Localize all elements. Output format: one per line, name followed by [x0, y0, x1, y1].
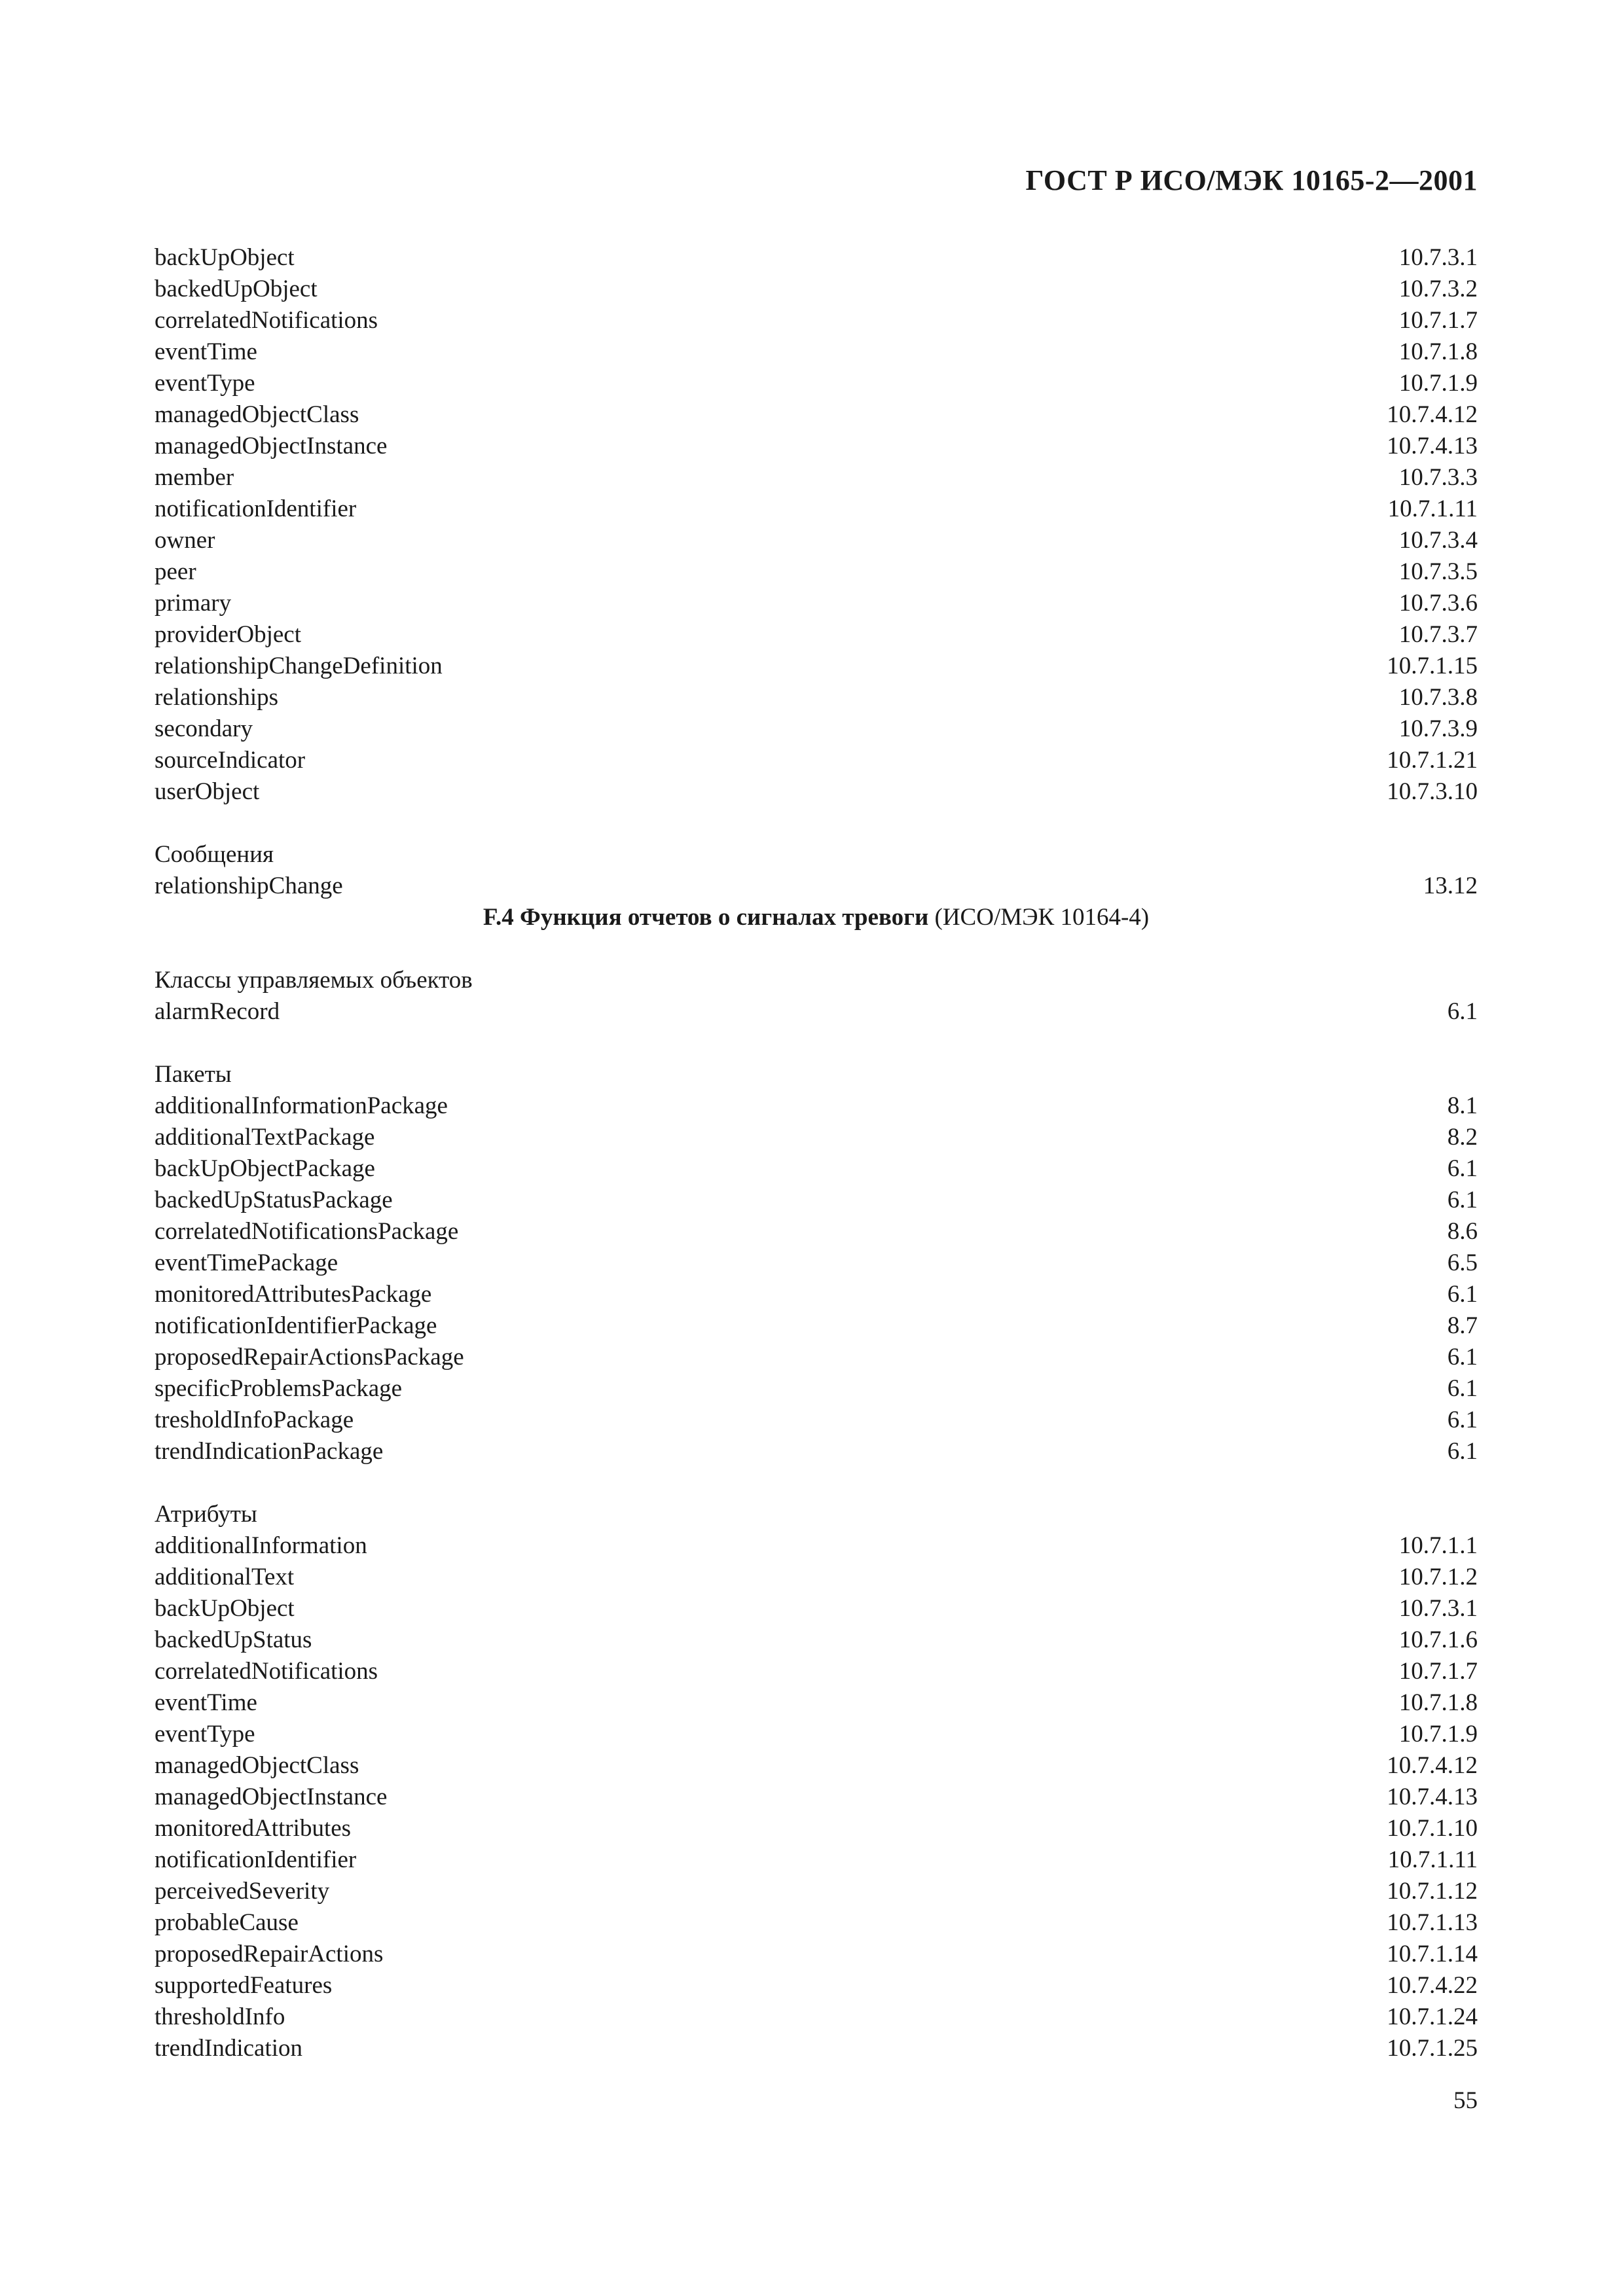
- entry-name: managedObjectClass: [155, 401, 359, 428]
- entry-reference: 10.7.3.8: [1398, 684, 1478, 711]
- entry-reference: 6.1: [1447, 1187, 1478, 1213]
- index-entry: [155, 1876, 1478, 1907]
- index-entry: [155, 682, 1478, 713]
- entry-reference: 13.12: [1423, 872, 1478, 899]
- entry-name: managedObjectClass: [155, 1752, 359, 1779]
- packages-heading: Пакеты: [155, 1061, 232, 1088]
- index-entry: [155, 1090, 1478, 1122]
- entry-name: correlatedNotificationsPackage: [155, 1218, 459, 1245]
- entry-reference: 10.7.1.9: [1398, 1721, 1478, 1748]
- index-entry: [155, 1907, 1478, 1939]
- index-entry: [155, 493, 1478, 525]
- index-entry: [155, 1687, 1478, 1719]
- entry-reference: 10.7.3.9: [1398, 715, 1478, 742]
- entry-reference: 10.7.1.13: [1387, 1909, 1478, 1936]
- index-entry: [155, 1624, 1478, 1656]
- entry-reference: 8.6: [1447, 1218, 1478, 1245]
- index-entry: [155, 336, 1478, 368]
- classes-list: [155, 996, 1478, 1028]
- index-entry: [155, 2001, 1478, 2033]
- entry-name: relationships: [155, 684, 279, 711]
- section-f4-title-normal: (ИСО/МЭК 10164-4): [928, 904, 1150, 931]
- entry-reference: 8.7: [1447, 1312, 1478, 1339]
- entry-name: notificationIdentifierPackage: [155, 1312, 437, 1339]
- entry-name: backedUpStatusPackage: [155, 1187, 393, 1213]
- entry-reference: 10.7.3.3: [1398, 464, 1478, 491]
- entry-name: secondary: [155, 715, 253, 742]
- index-entry: [155, 1593, 1478, 1624]
- entry-name: backUpObjectPackage: [155, 1155, 375, 1182]
- entry-name: backUpObject: [155, 1595, 295, 1622]
- entry-reference: 6.5: [1447, 1249, 1478, 1276]
- entry-name: sourceIndicator: [155, 747, 306, 774]
- entry-name: tresholdInfoPackage: [155, 1407, 354, 1433]
- entry-name: relationshipChange: [155, 872, 343, 899]
- page-number: 55: [1453, 2087, 1478, 2114]
- entry-name: monitoredAttributesPackage: [155, 1281, 432, 1308]
- entry-reference: 6.1: [1447, 998, 1478, 1025]
- index-entry: [155, 462, 1478, 493]
- spacer: [155, 933, 1478, 965]
- index-entry: [155, 1122, 1478, 1153]
- entry-reference: 8.1: [1447, 1092, 1478, 1119]
- entry-reference: 10.7.4.13: [1387, 1784, 1478, 1810]
- index-entry: [155, 1939, 1478, 1970]
- entry-name: notificationIdentifier: [155, 1846, 357, 1873]
- entry-name: supportedFeatures: [155, 1972, 333, 1999]
- entry-reference: 10.7.1.7: [1398, 307, 1478, 334]
- entry-reference: 10.7.3.1: [1398, 244, 1478, 271]
- entry-name: managedObjectInstance: [155, 433, 388, 459]
- entry-reference: 10.7.1.6: [1398, 1626, 1478, 1653]
- index-entry: [155, 776, 1478, 808]
- entry-reference: 10.7.1.12: [1387, 1878, 1478, 1905]
- index-entry: [155, 1719, 1478, 1750]
- entry-name: correlatedNotifications: [155, 1658, 378, 1685]
- index-entry: [155, 619, 1478, 651]
- entry-reference: 10.7.3.5: [1398, 558, 1478, 585]
- entry-name: eventTime: [155, 338, 257, 365]
- index-entry: [155, 274, 1478, 305]
- entry-name: alarmRecord: [155, 998, 280, 1025]
- index-entry: [155, 1813, 1478, 1844]
- index-entry: [155, 745, 1478, 776]
- entry-reference: 10.7.3.6: [1398, 590, 1478, 617]
- entry-name: additionalInformationPackage: [155, 1092, 448, 1119]
- packages-list: [155, 1090, 1478, 1467]
- entry-name: eventTime: [155, 1689, 257, 1716]
- entry-reference: 10.7.1.11: [1387, 495, 1478, 522]
- entry-name: additionalInformation: [155, 1532, 367, 1559]
- spacer: [155, 1028, 1478, 1059]
- entry-name: additionalText: [155, 1564, 295, 1590]
- attributes-heading: Атрибуты: [155, 1501, 257, 1528]
- entry-name: probableCause: [155, 1909, 299, 1936]
- index-entry: [155, 651, 1478, 682]
- entry-name: member: [155, 464, 234, 491]
- index-entry: [155, 996, 1478, 1028]
- entry-name: perceivedSeverity: [155, 1878, 330, 1905]
- entry-name: monitoredAttributes: [155, 1815, 352, 1842]
- index-entry: [155, 1373, 1478, 1405]
- entry-reference: 10.7.1.7: [1398, 1658, 1478, 1685]
- entry-name: owner: [155, 527, 215, 554]
- entry-reference: 10.7.1.2: [1398, 1564, 1478, 1590]
- section-f4-title-bold: F.4 Функция отчетов о сигналах тревоги: [483, 904, 929, 931]
- index-entry: [155, 1342, 1478, 1373]
- entry-name: backedUpObject: [155, 276, 318, 302]
- entry-reference: 10.7.1.1: [1398, 1532, 1478, 1559]
- entry-name: notificationIdentifier: [155, 495, 357, 522]
- entry-name: relationshipChangeDefinition: [155, 653, 443, 679]
- section-f4-title: [155, 902, 1478, 933]
- entry-name: backedUpStatus: [155, 1626, 312, 1653]
- entry-name: backUpObject: [155, 244, 295, 271]
- entry-reference: 10.7.1.24: [1387, 2003, 1478, 2030]
- entry-reference: 10.7.1.9: [1398, 370, 1478, 397]
- index-entry: [155, 1436, 1478, 1467]
- entry-name: proposedRepairActions: [155, 1941, 384, 1967]
- index-entry: [155, 1185, 1478, 1216]
- messages-heading: Сообщения: [155, 841, 274, 868]
- index-entry: [155, 1279, 1478, 1310]
- index-entry: [155, 1405, 1478, 1436]
- entry-reference: 10.7.3.4: [1398, 527, 1478, 554]
- index-entry: [155, 1247, 1478, 1279]
- index-entry: [155, 713, 1478, 745]
- entry-name: correlatedNotifications: [155, 307, 378, 334]
- index-entry: [155, 1310, 1478, 1342]
- entry-reference: 10.7.4.12: [1387, 1752, 1478, 1779]
- entry-reference: 10.7.1.14: [1387, 1941, 1478, 1967]
- entry-reference: 10.7.4.12: [1387, 401, 1478, 428]
- entry-reference: 10.7.1.8: [1398, 338, 1478, 365]
- entry-reference: 10.7.4.13: [1387, 433, 1478, 459]
- index-entry: [155, 556, 1478, 588]
- entry-name: additionalTextPackage: [155, 1124, 375, 1151]
- entry-reference: 8.2: [1447, 1124, 1478, 1151]
- index-entry: [155, 525, 1478, 556]
- entry-name: eventTimePackage: [155, 1249, 338, 1276]
- entry-reference: 10.7.1.15: [1387, 653, 1478, 679]
- entry-name: specificProblemsPackage: [155, 1375, 403, 1402]
- index-entry: [155, 2033, 1478, 2064]
- entry-name: trendIndicationPackage: [155, 1438, 384, 1465]
- entry-reference: 10.7.3.1: [1398, 1595, 1478, 1622]
- entry-reference: 10.7.1.8: [1398, 1689, 1478, 1716]
- index-entry: [155, 1562, 1478, 1593]
- entry-reference: 10.7.1.11: [1387, 1846, 1478, 1873]
- index-entry: [155, 1782, 1478, 1813]
- entry-name: trendIndication: [155, 2035, 303, 2062]
- entry-reference: 10.7.3.7: [1398, 621, 1478, 648]
- entry-reference: 6.1: [1447, 1438, 1478, 1465]
- index-entry: [155, 1216, 1478, 1247]
- index-entry: [155, 431, 1478, 462]
- entry-name: userObject: [155, 778, 260, 805]
- entry-reference: 6.1: [1447, 1375, 1478, 1402]
- entry-name: eventType: [155, 370, 255, 397]
- entry-reference: 6.1: [1447, 1155, 1478, 1182]
- entry-name: peer: [155, 558, 196, 585]
- spacer: [155, 1467, 1478, 1499]
- entry-reference: 6.1: [1447, 1344, 1478, 1371]
- index-entry: [155, 588, 1478, 619]
- index-content: [155, 242, 1478, 2064]
- index-entry: [155, 242, 1478, 274]
- index-entry: [155, 1844, 1478, 1876]
- entry-reference: 10.7.3.10: [1387, 778, 1478, 805]
- entry-reference: 10.7.3.2: [1398, 276, 1478, 302]
- sec1-list: [155, 242, 1478, 808]
- spacer: [155, 808, 1478, 839]
- index-entry: [155, 368, 1478, 399]
- index-entry: [155, 399, 1478, 431]
- index-entry: [155, 305, 1478, 336]
- entry-name: managedObjectInstance: [155, 1784, 388, 1810]
- entry-name: eventType: [155, 1721, 255, 1748]
- entry-reference: 10.7.1.21: [1387, 747, 1478, 774]
- index-entry: [155, 1750, 1478, 1782]
- entry-name: providerObject: [155, 621, 301, 648]
- entry-reference: 6.1: [1447, 1281, 1478, 1308]
- entry-reference: 10.7.1.10: [1387, 1815, 1478, 1842]
- entry-name: primary: [155, 590, 232, 617]
- attributes-list: [155, 1530, 1478, 2064]
- classes-heading: Классы управляемых объектов: [155, 967, 473, 994]
- entry-name: thresholdInfo: [155, 2003, 285, 2030]
- entry-name: proposedRepairActionsPackage: [155, 1344, 464, 1371]
- entry-reference: 10.7.4.22: [1387, 1972, 1478, 1999]
- messages-list: [155, 870, 1478, 902]
- index-entry: [155, 870, 1478, 902]
- index-entry: [155, 1153, 1478, 1185]
- index-entry: [155, 1656, 1478, 1687]
- entry-reference: 10.7.1.25: [1387, 2035, 1478, 2062]
- index-entry: [155, 1970, 1478, 2001]
- entry-reference: 6.1: [1447, 1407, 1478, 1433]
- index-entry: [155, 1530, 1478, 1562]
- page-header: ГОСТ Р ИСО/МЭК 10165-2—2001: [1025, 164, 1478, 196]
